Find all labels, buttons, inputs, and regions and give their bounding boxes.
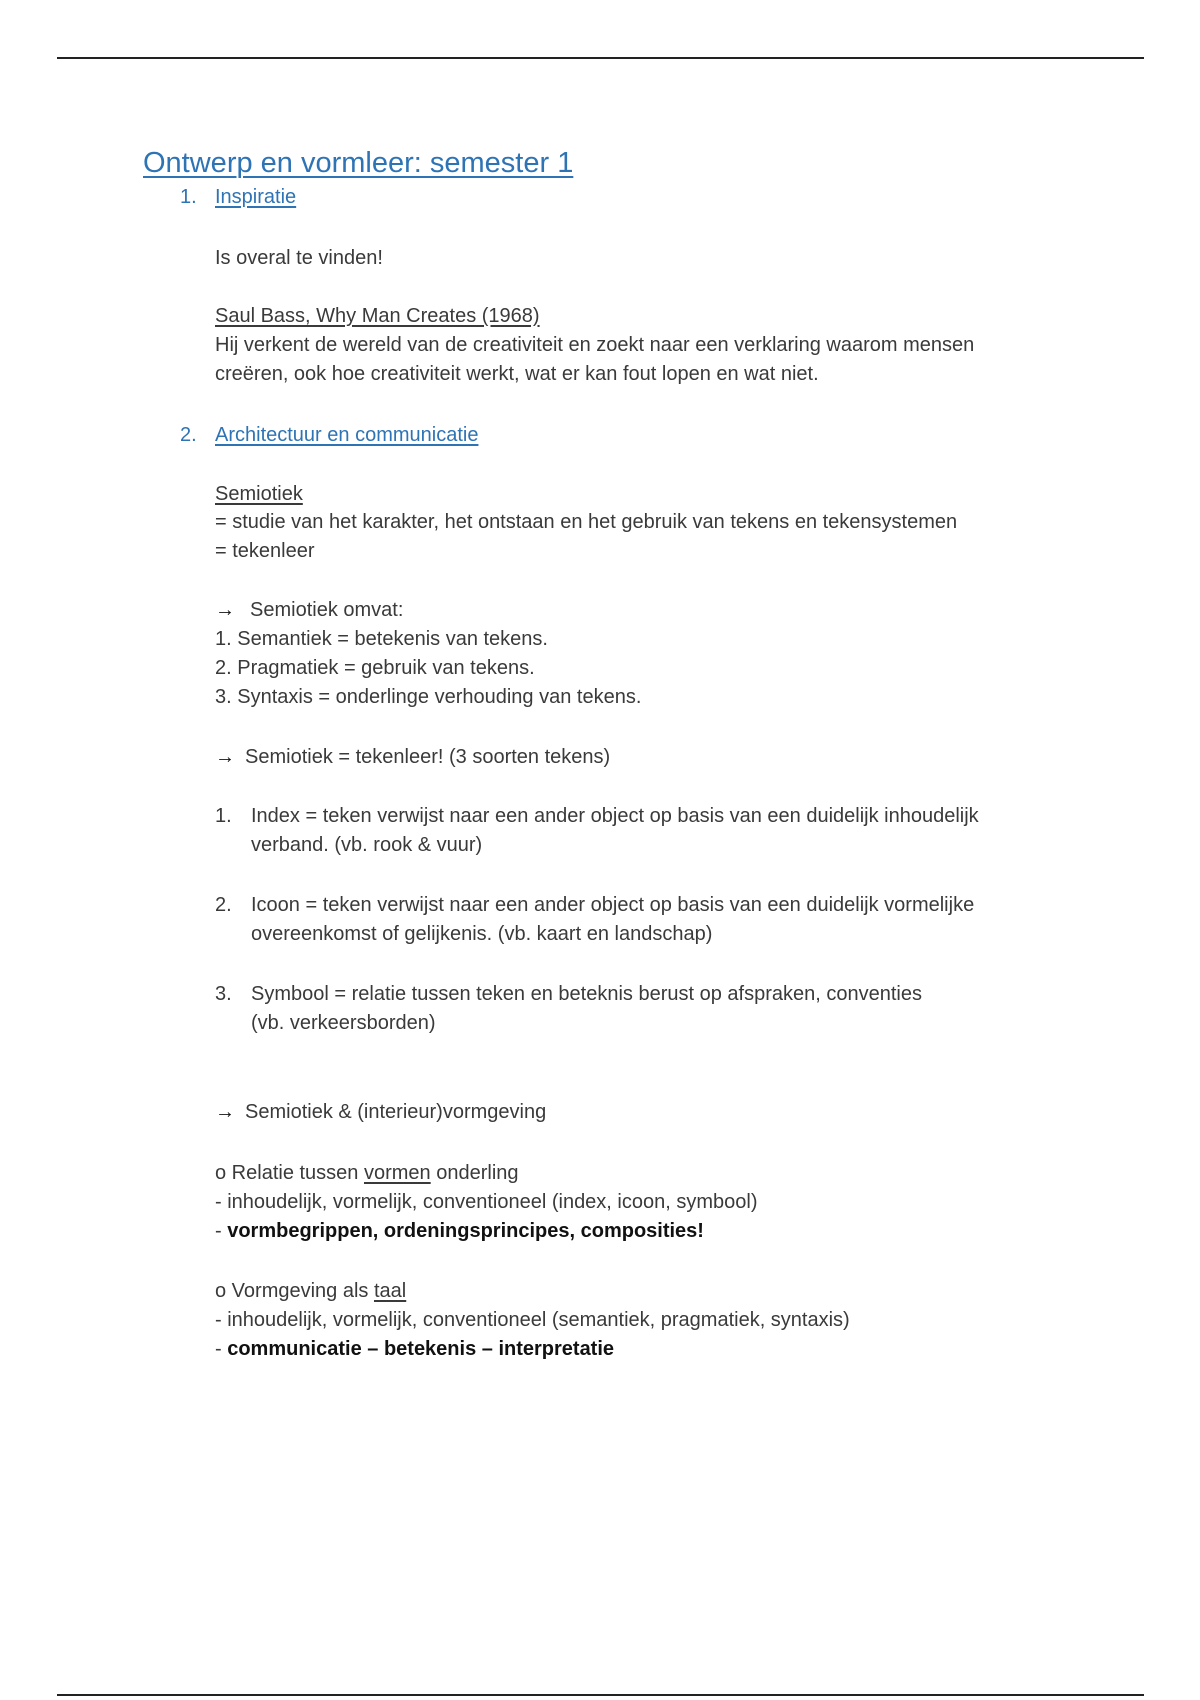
definition-line: = tekenleer <box>215 540 315 562</box>
section-heading-inspiratie: Inspiratie <box>215 186 297 208</box>
type-number: 3. <box>215 983 232 1005</box>
reference-text: creëren, ook hoe creativiteit werkt, wat er kan fout lopen en wat niet. <box>215 363 819 385</box>
taal-line: - inhoudelijk, vormelijk, conventioneel (semantiek, pragmatiek, syntaxis) <box>215 1309 850 1331</box>
relatie-line: - inhoudelijk, vormelijk, conventioneel (index, icoon, symbool) <box>215 1191 758 1213</box>
semiotiek-title: Semiotiek <box>215 483 303 505</box>
list-item: 3. Syntaxis = onderlinge verhouding van tekens. <box>215 686 642 708</box>
list-item: 2. Pragmatiek = gebruik van tekens. <box>215 657 535 679</box>
definition-line: = studie van het karakter, het ontstaan en het gebruik van tekens en tekensystemen <box>215 511 958 533</box>
type-index-text: verband. (vb. rook & vuur) <box>251 834 483 856</box>
type-number: 1. <box>215 805 232 827</box>
type-icoon-text: Icoon = teken verwijst naar een ander object op basis van een duidelijk vormelijke <box>251 894 975 916</box>
reference-text: Hij verkent de wereld van de creativiteit en zoekt naar een verklaring waarom mensen <box>215 334 975 356</box>
type-icoon-text: overeenkomst of gelijkenis. (vb. kaart en landschap) <box>251 923 713 945</box>
arrow-right-icon: → <box>215 746 235 768</box>
vormgeving-label: Semiotiek & (interieur)vormgeving <box>245 1101 547 1123</box>
relatie-line-bold: - vormbegrippen, ordeningsprincipes, composities! <box>215 1220 704 1242</box>
section-number: 1. <box>180 186 197 208</box>
list-item: 1. Semantiek = betekenis van tekens. <box>215 628 548 650</box>
top-rule <box>57 57 1144 59</box>
type-symbool-text: (vb. verkeersborden) <box>251 1012 436 1034</box>
type-index-text: Index = teken verwijst naar een ander object op basis van een duidelijk inhoudelijk <box>251 805 979 827</box>
taal-line-bold: - communicatie – betekenis – interpretatie <box>215 1338 615 1360</box>
relatie-heading: o Relatie tussen vormen onderling <box>215 1162 519 1184</box>
section-heading-architectuur: Architectuur en communicatie <box>215 424 479 446</box>
tekenleer-label: Semiotiek = tekenleer! (3 soorten tekens) <box>245 746 611 768</box>
section-number: 2. <box>180 424 197 446</box>
type-number: 2. <box>215 894 232 916</box>
bottom-rule <box>57 1694 1144 1696</box>
omvat-label: Semiotiek omvat: <box>250 599 404 621</box>
taal-heading: o Vormgeving als taal <box>215 1280 407 1302</box>
arrow-right-icon: → <box>215 599 235 621</box>
type-symbool-text: Symbool = relatie tussen teken en beteknis berust op afspraken, conventies <box>251 983 922 1005</box>
inspiratie-intro: Is overal te vinden! <box>215 247 383 269</box>
reference-title: Saul Bass, Why Man Creates (1968) <box>215 305 540 327</box>
arrow-right-icon: → <box>215 1101 235 1123</box>
page-title: Ontwerp en vormleer: semester 1 <box>143 147 574 179</box>
